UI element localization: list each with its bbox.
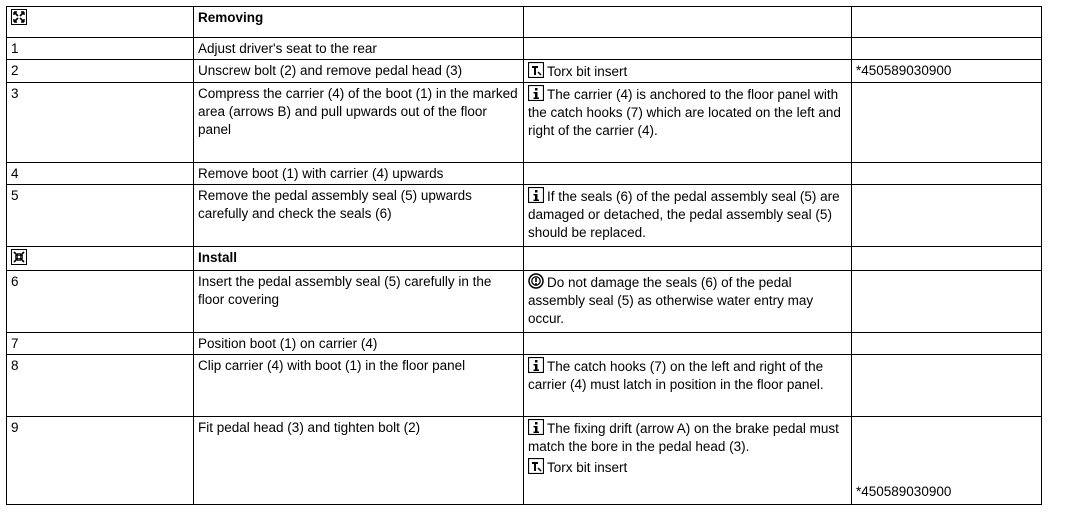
info-icon — [528, 187, 544, 203]
step-number: 9 — [7, 417, 194, 505]
step-note — [524, 60, 852, 83]
step-note — [524, 417, 852, 505]
note-text: Do not damage the seals (6) of the pedal assembly seal (5) as otherwise water entry may occur. — [528, 275, 814, 326]
part-number: *450589030900 — [852, 60, 1042, 83]
step-number: 3 — [7, 83, 194, 163]
note-text-2: Torx bit insert — [547, 460, 628, 475]
section-header-install — [7, 247, 1042, 271]
step-number: 5 — [7, 185, 194, 247]
step-action: Fit pedal head (3) and tighten bolt (2) — [194, 417, 524, 505]
step-action: Adjust driver's seat to the rear — [194, 38, 524, 60]
step-number: 2 — [7, 60, 194, 83]
caution-icon — [528, 273, 544, 289]
info-icon — [528, 419, 544, 435]
step-action: Clip carrier (4) with boot (1) in the floor panel — [194, 355, 524, 417]
note-text: The catch hooks (7) on the left and right of the carrier (4) must latch in position in the floor panel. — [528, 359, 824, 392]
step-number: 8 — [7, 355, 194, 417]
step-number: 1 — [7, 38, 194, 60]
section-title: Removing — [194, 7, 524, 38]
step-number: 7 — [7, 333, 194, 355]
note-text: The carrier (4) is anchored to the floor panel with the catch hooks (7) which are located on the left and right of the carrier (4). — [528, 87, 841, 138]
tool-icon — [528, 62, 544, 78]
part-number-cell — [852, 417, 1042, 505]
info-icon — [528, 85, 544, 101]
removing-icon — [7, 7, 194, 38]
tool-icon — [528, 458, 544, 474]
step-action: Remove the pedal assembly seal (5) upwards carefully and check the seals (6) — [194, 185, 524, 247]
section-header-removing — [7, 7, 1042, 38]
note-text: If the seals (6) of the pedal assembly seal (5) are damaged or detached, the pedal assembly seal (5) should be replaced. — [528, 189, 840, 240]
table-row — [7, 60, 1042, 83]
step-number: 4 — [7, 163, 194, 185]
step-action: Position boot (1) on carrier (4) — [194, 333, 524, 355]
step-note — [524, 355, 852, 417]
step-action: Insert the pedal assembly seal (5) carefully in the floor covering — [194, 271, 524, 333]
table-row — [7, 271, 1042, 333]
table-row — [7, 163, 1042, 185]
info-icon — [528, 357, 544, 373]
step-action: Remove boot (1) with carrier (4) upwards — [194, 163, 524, 185]
install-icon — [7, 247, 194, 271]
table-row — [7, 333, 1042, 355]
procedure-table — [6, 6, 1042, 505]
note-text: Torx bit insert — [547, 64, 628, 79]
section-title: Install — [194, 247, 524, 271]
table-row — [7, 185, 1042, 247]
step-action: Unscrew bolt (2) and remove pedal head (3) — [194, 60, 524, 83]
step-note — [524, 271, 852, 333]
table-row — [7, 417, 1042, 505]
table-row — [7, 83, 1042, 163]
table-row — [7, 355, 1042, 417]
step-note — [524, 83, 852, 163]
step-action: Compress the carrier (4) of the boot (1) in the marked area (arrows B) and pull upwards out of the floor panel — [194, 83, 524, 163]
step-note — [524, 185, 852, 247]
step-number: 6 — [7, 271, 194, 333]
table-row — [7, 38, 1042, 60]
part-number: *450589030900 — [856, 484, 952, 499]
note-text: The fixing drift (arrow A) on the brake pedal must match the bore in the pedal head (3). — [528, 421, 839, 454]
